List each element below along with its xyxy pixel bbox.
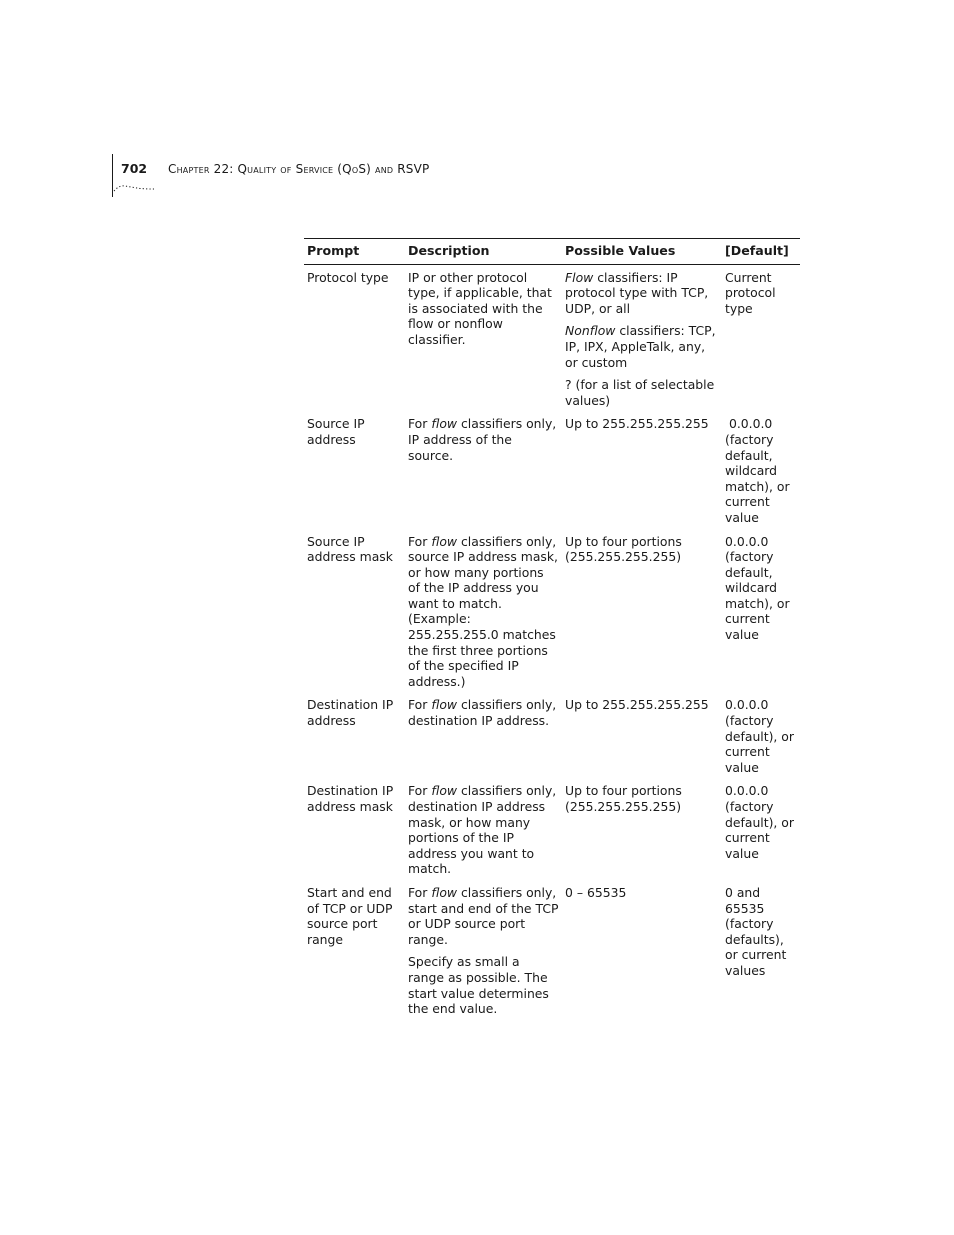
values-cell — [562, 783, 722, 885]
default-cell: 0.0.0.0 (factory default), or current value — [725, 697, 794, 775]
value-item: Up to four portions (255.255.255.255) — [565, 533, 682, 565]
description-text — [408, 885, 559, 947]
value-text: classifiers: TCP, IP, IPX, AppleTalk, any, or custom — [565, 323, 716, 370]
description-rest: classifiers only, destination IP address mask, or how many portions of the IP address you want to match. — [408, 783, 557, 877]
description-rest: classifiers only, IP address of the source. — [408, 416, 557, 463]
description-text: Specify as small a range as possible. The start value determines the end value. — [408, 954, 549, 1017]
value-item: Up to four portions (255.255.255.255) — [565, 783, 682, 814]
description-rest: classifiers only, destination IP address. — [408, 697, 557, 729]
column-header-default: [Default] — [722, 239, 800, 265]
prompt-cell: Destination IP address — [307, 697, 394, 729]
table-header-row — [304, 239, 800, 265]
parameter-table — [304, 238, 800, 1025]
values-cell — [562, 885, 722, 1025]
description-cell — [405, 697, 562, 783]
description-rest: classifiers only, source IP address mask, or how many portions of the IP address you want to match. (Example: 255.255.255.0 matches the first three portions of the specified IP address.) — [408, 533, 559, 689]
description-lead: For — [408, 783, 432, 799]
description-text — [408, 416, 559, 463]
value-emphasis: Flow — [565, 269, 594, 285]
description-lead: For — [408, 533, 432, 549]
description-cell — [405, 416, 562, 533]
table-row — [304, 534, 800, 698]
values-cell — [562, 264, 722, 416]
value-emphasis: Nonflow — [565, 323, 616, 339]
description-lead: For — [408, 884, 432, 900]
description-emphasis: flow — [431, 697, 458, 713]
description-emphasis: flow — [431, 884, 458, 900]
prompt-cell: Destination IP address mask — [307, 783, 394, 814]
default-cell: 0.0.0.0 (factory default), or current value — [725, 783, 794, 861]
description-text — [408, 783, 559, 877]
table-row — [304, 783, 800, 885]
description-rest: classifiers only, start and end of the TCP or UDP source port range. — [408, 884, 559, 947]
description-cell — [405, 264, 562, 416]
prompt-cell: Source IP address — [307, 416, 365, 447]
value-item — [565, 323, 719, 370]
column-header-prompt: Prompt — [304, 239, 405, 265]
default-cell: 0.0.0.0 (factory default, wildcard match), or current value — [725, 533, 790, 643]
description-lead: For — [408, 416, 432, 432]
description-lead: For — [408, 697, 432, 713]
table-row — [304, 416, 800, 533]
value-item: Up to 255.255.255.255 — [565, 416, 709, 432]
prompt-cell: Source IP address mask — [307, 533, 393, 565]
value-item: 0 – 65535 — [565, 884, 627, 900]
column-header-description: Description — [405, 239, 562, 265]
page-number: 702 — [121, 161, 148, 176]
header-dotted-rule — [113, 183, 155, 193]
table-row — [304, 885, 800, 1025]
values-cell — [562, 697, 722, 783]
description-text — [408, 697, 559, 728]
default-cell: 0 and 65535 (factory defaults), or current values — [725, 884, 787, 978]
column-header-possible-values: Possible Values — [562, 239, 722, 265]
values-cell — [562, 534, 722, 698]
description-cell — [405, 783, 562, 885]
prompt-cell: Start and end of TCP or UDP source port range — [307, 884, 393, 947]
description-text: IP or other protocol type, if applicable, that is associated with the flow or nonflow classifier. — [408, 269, 552, 347]
value-text: classifiers: IP protocol type with TCP, UDP, or all — [565, 269, 709, 316]
description-cell — [405, 534, 562, 698]
description-emphasis: flow — [431, 783, 458, 799]
table-row — [304, 264, 800, 416]
default-cell: 0.0.0.0 (factory default, wildcard match), or current value — [725, 416, 794, 525]
description-text — [408, 534, 559, 690]
description-emphasis: flow — [431, 533, 458, 549]
description-cell — [405, 885, 562, 1025]
value-item — [565, 270, 719, 317]
table-row — [304, 697, 800, 783]
value-item: ? (for a list of selectable values) — [565, 377, 715, 408]
description-emphasis: flow — [431, 416, 458, 432]
running-head: Chapter 22: Quality of Service (QoS) and RSVP — [168, 162, 430, 176]
default-cell: Current protocol type — [725, 269, 776, 316]
value-item: Up to 255.255.255.255 — [565, 697, 709, 713]
prompt-cell: Protocol type — [307, 269, 389, 285]
values-cell — [562, 416, 722, 533]
